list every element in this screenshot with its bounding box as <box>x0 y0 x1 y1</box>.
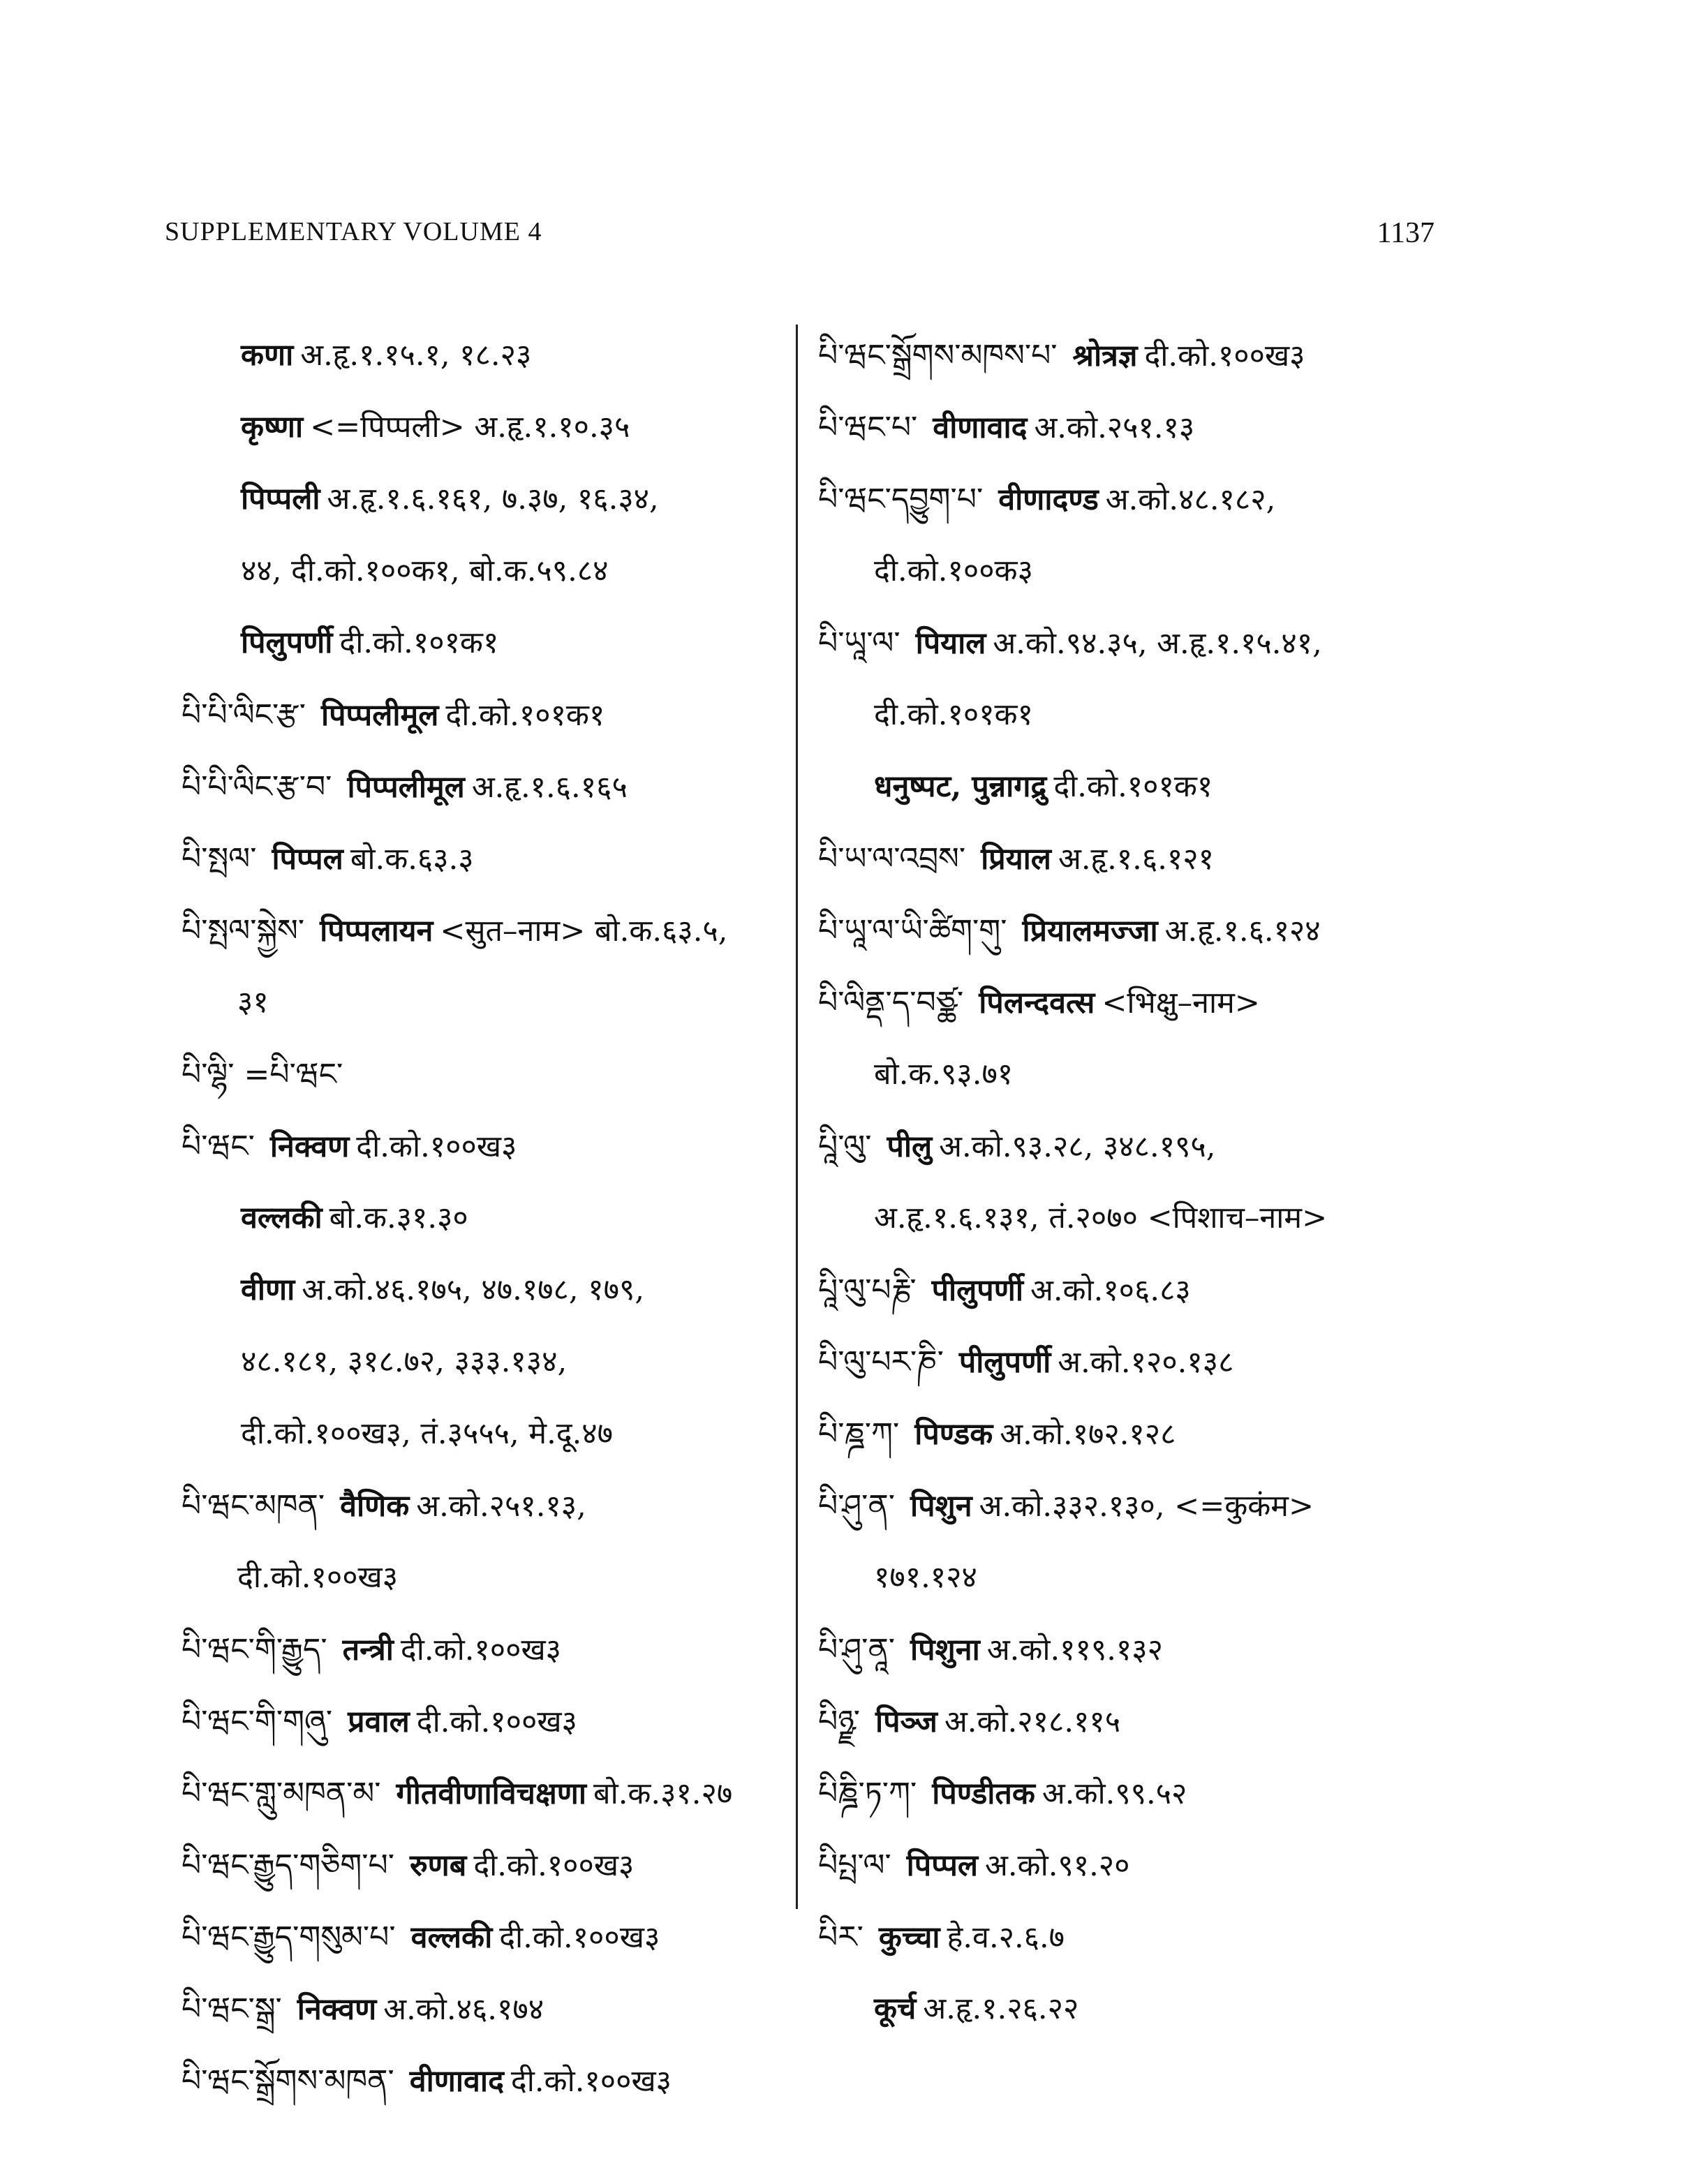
tibetan-headword: པི་ཝང་གླུ་མཁན་མ་ <box>181 1776 381 1811</box>
source-reference: बो.क.६३.३ <box>350 842 474 877</box>
tibetan-headword: པི་ཝང་གི་རྒྱུད་ <box>181 1632 327 1667</box>
source-reference: ४८.१८१, ३१८.७२, ३३३.१३४, <box>241 1344 568 1379</box>
dictionary-entry-line <box>181 1542 789 1614</box>
sanskrit-equivalent: गीतवीणाविचक्षणा <box>396 1776 587 1811</box>
sanskrit-equivalent: तन्त्री <box>342 1633 394 1667</box>
sanskrit-equivalent: पीलुपर्णी <box>931 1273 1023 1308</box>
source-reference: अ.को.९३.२८, ३४८.१९५, <box>939 1129 1216 1164</box>
dictionary-entry-line <box>181 463 789 535</box>
tibetan-headword: པཱི་ལུ་ <box>818 1129 872 1164</box>
dictionary-entry-line <box>818 1039 1446 1110</box>
dictionary-entry-line <box>181 895 789 967</box>
source-reference: दी.को.१००ख३, तं.३५५५, मे.दू.४७ <box>241 1416 613 1451</box>
sanskrit-equivalent: वीणावाद <box>409 2064 504 2099</box>
dictionary-entry-line <box>818 535 1446 607</box>
tibetan-headword: པི་སྤལ་སྐྱེས་ <box>181 913 305 949</box>
tibetan-headword: པི་ཤུ་ནཱ་ <box>818 1632 895 1667</box>
tibetan-headword: པི་པི་ལིང་རྩ་ <box>181 697 306 733</box>
dictionary-entry-line <box>818 1901 1446 1973</box>
source-reference: अ.को.१२०.१३८ <box>1058 1345 1234 1380</box>
sanskrit-equivalent: पिप्पल <box>906 1848 979 1883</box>
sanskrit-equivalent: पिशुना <box>910 1633 980 1667</box>
sanskrit-equivalent: कणा <box>241 338 294 373</box>
source-reference: अ.हृ.१.६.१६१, ७.३७, १६.३४, <box>327 482 659 517</box>
source-reference: अ.हृ.१.६.१३१, तं.२०७० <पिशाच–नाम> <box>874 1201 1328 1235</box>
source-reference: दी.को.१०१क१ <box>1053 769 1213 804</box>
source-reference: अ.हृ.१.६.१२४ <box>1164 914 1321 949</box>
source-reference: अ.को.११९.१३२ <box>986 1633 1163 1667</box>
sanskrit-equivalent: कुच्चा <box>878 1920 940 1955</box>
sanskrit-equivalent: श्रोत्रज्ञ <box>1072 339 1138 373</box>
source-reference: अ.को.४८.१८२, <box>1105 482 1276 517</box>
source-reference: हे.व.२.६.७ <box>947 1920 1065 1955</box>
sanskrit-equivalent: वल्लकी <box>410 1920 493 1955</box>
source-reference: ४४, दी.को.१००क१, बो.क.५९.८४ <box>241 554 609 588</box>
tibetan-headword: པི་པི་ལིང་རྩ་བ་ <box>181 769 332 805</box>
sanskrit-equivalent: पिप्पलायन <box>320 914 433 949</box>
sanskrit-equivalent: वैणिक <box>340 1489 410 1524</box>
source-reference: दी.को.१००ख३ <box>416 1704 577 1739</box>
dictionary-entry-line <box>818 1614 1446 1686</box>
sanskrit-equivalent: पिञ्ज <box>875 1704 937 1739</box>
source-reference: अ.को.२५१.१३ <box>1034 410 1195 445</box>
source-reference: दी.को.१००ख३ <box>237 1560 399 1595</box>
dictionary-entry-line <box>818 1254 1446 1326</box>
source-reference: अ.को.९४.३५, अ.हृ.१.१५.४१, <box>993 626 1322 661</box>
sanskrit-equivalent: वीणादण्ड <box>998 482 1099 517</box>
dictionary-entry-line <box>818 1686 1446 1758</box>
dictionary-entry-line <box>181 607 789 679</box>
sanskrit-equivalent: पिण्डक <box>914 1417 993 1452</box>
dictionary-entry-line <box>181 1182 789 1254</box>
tibetan-headword: པི་ལིནྡ་ད་བཙྪ་ <box>818 985 964 1020</box>
source-reference: अ.को.९१.२० <box>985 1848 1130 1883</box>
dictionary-entry-line <box>181 1901 789 1973</box>
source-reference: दी.को.१००क३ <box>874 554 1033 588</box>
source-reference: अ.को.२५१.१३, <box>416 1489 586 1524</box>
source-reference: बो.क.३१.२७ <box>593 1776 733 1811</box>
source-reference: अ.हृ.१.१५.१, १८.२३ <box>300 338 532 373</box>
dictionary-entry-line <box>181 1110 789 1182</box>
dictionary-entry-line <box>181 1398 789 1470</box>
tibetan-headword: པི་སྤལ་ <box>181 841 257 877</box>
tibetan-headword: པི་ཡཱ་ལ་ <box>818 625 900 661</box>
source-reference: दी.को.१००ख३ <box>356 1129 517 1164</box>
page-number: 1137 <box>1377 217 1435 249</box>
dictionary-entry-line <box>818 320 1446 392</box>
source-reference: <सुत–नाम> बो.क.६३.५, <box>440 914 728 949</box>
sanskrit-equivalent: धनुष्पट, पुन्नागद्रु <box>874 769 1047 804</box>
tibetan-headword: པི་ཝང་རྒྱུད་གསུམ་པ་ <box>181 1919 396 1955</box>
tibetan-headword: པི་ཝང་པ་ <box>818 410 918 445</box>
source-reference: अ.को.४६.१७४ <box>383 1992 544 2027</box>
column-divider <box>796 325 798 1909</box>
dictionary-entry-line <box>818 1829 1446 1901</box>
dictionary-entry-line <box>181 1254 789 1326</box>
source-reference: दी.को.१०१क१ <box>339 625 499 660</box>
source-reference: बो.क.३१.३० <box>329 1201 468 1235</box>
dictionary-entry-line <box>181 1614 789 1686</box>
tibetan-headword: པི་ཝང་སྒྲོགས་མཁས་པ་ <box>818 338 1058 373</box>
sanskrit-equivalent: पीलु <box>887 1129 933 1164</box>
dictionary-entry-line <box>818 1542 1446 1614</box>
tibetan-headword: པི་ཝང་ <box>181 1129 255 1164</box>
sanskrit-equivalent: प्रवाल <box>348 1704 410 1739</box>
dictionary-entry-line <box>181 1973 789 2045</box>
tibetan-headword: པིཎྜི་ཏ་ཀ་ <box>818 1776 917 1811</box>
dictionary-entry-line <box>818 1110 1446 1182</box>
source-reference: दी.को.१०१क१ <box>445 698 605 733</box>
dictionary-entry-line <box>181 535 789 607</box>
source-reference: अ.को.१०६.८३ <box>1030 1273 1191 1308</box>
running-header: SUPPLEMENTARY VOLUME 4 <box>165 217 542 246</box>
tibetan-headword: པི་ཝང་སྒྲོགས་མཁན་ <box>181 2063 394 2099</box>
dictionary-entry-line <box>181 751 789 823</box>
source-reference: दी.को.१००ख३ <box>510 2064 672 2099</box>
tibetan-headword: པི་ཡཱ་ལ་ཡི་ཚིག་གུ་ <box>818 913 1007 949</box>
tibetan-headword: པི་ཝང་དབྱུག་པ་ <box>818 482 984 517</box>
source-reference: दी.को.१००ख३ <box>1144 339 1305 373</box>
sanskrit-equivalent: पियाल <box>915 626 986 661</box>
right-column <box>818 320 1446 2045</box>
source-reference: दी.को.१००ख३ <box>473 1848 635 1883</box>
tibetan-headword: པི་ཎྜ་ཀ་ <box>818 1416 900 1452</box>
tibetan-headword: པི་ཡ་ལ་འབྲས་ <box>818 841 966 877</box>
dictionary-entry-line <box>181 1758 789 1829</box>
source-reference: अ.को.४६.१७५, ४७.१७८, १७९, <box>302 1272 644 1307</box>
source-reference: दी.को.१०१क१ <box>874 697 1033 732</box>
source-reference: <भिक्षु–नाम> <box>1102 986 1260 1020</box>
dictionary-entry-line <box>181 823 789 895</box>
sanskrit-equivalent: पीलुपर्णी <box>958 1345 1051 1380</box>
tibetan-headword: པི་ལྷི་ =པི་ཝང་ <box>181 1057 343 1092</box>
sanskrit-equivalent: पिण्डीतक <box>932 1776 1035 1811</box>
sanskrit-equivalent: रुणब <box>409 1848 467 1883</box>
source-reference: दी.को.१००ख३ <box>499 1920 660 1955</box>
source-reference: अ.को.९९.५२ <box>1042 1776 1187 1811</box>
sanskrit-equivalent: पिलुपर्णी <box>241 625 333 660</box>
tibetan-headword: པིཔྤ་ལ་ <box>818 1848 891 1883</box>
sanskrit-equivalent: निक्वण <box>297 1992 377 2027</box>
dictionary-entry-line <box>818 1973 1446 2045</box>
source-reference: १७१.१२४ <box>874 1560 977 1595</box>
sanskrit-equivalent: पिलन्दवत्स <box>979 986 1095 1020</box>
dictionary-entry-line <box>818 607 1446 679</box>
sanskrit-equivalent: वीणा <box>241 1272 295 1307</box>
sanskrit-equivalent: प्रियालमज्जा <box>1022 914 1158 949</box>
left-column <box>181 320 789 2117</box>
tibetan-headword: པིར་ <box>818 1919 863 1955</box>
source-reference: अ.को.२१८.११५ <box>944 1704 1121 1739</box>
source-reference: अ.को.३३२.१३०, <=कुकंम> <box>979 1489 1314 1524</box>
sanskrit-equivalent: कूर्च <box>874 1991 917 2026</box>
dictionary-entry-line <box>818 1470 1446 1542</box>
sanskrit-equivalent: वीणावाद <box>933 410 1028 445</box>
sanskrit-equivalent: पिप्पली <box>241 482 320 517</box>
tibetan-headword: པི་ཝང་གི་གཞུ་ <box>181 1704 333 1739</box>
source-reference: अ.को.१७२.१२८ <box>1000 1417 1176 1452</box>
dictionary-entry-line <box>818 679 1446 751</box>
dictionary-entry-line <box>818 751 1446 823</box>
source-reference: अ.हृ.१.२६.२२ <box>923 1991 1079 2026</box>
dictionary-entry-line <box>818 895 1446 967</box>
tibetan-headword: པིཉྫ་ <box>818 1704 860 1739</box>
dictionary-entry-line <box>818 1398 1446 1470</box>
tibetan-headword: པི་ཝང་རྒྱུད་གཅིག་པ་ <box>181 1848 394 1883</box>
sanskrit-equivalent: निक्वण <box>269 1129 350 1164</box>
source-reference: ३१ <box>237 985 269 1020</box>
tibetan-headword: པཱི་ལུ་པརྞི་ <box>818 1272 917 1308</box>
tibetan-headword: པི་ལུ་པར་ཎི་ <box>818 1344 944 1380</box>
source-reference: बो.क.९३.७१ <box>874 1057 1014 1092</box>
dictionary-entry-line <box>181 2045 789 2117</box>
source-reference: अ.हृ.१.६.१२१ <box>1058 842 1214 877</box>
dictionary-entry-line <box>181 320 789 392</box>
dictionary-entry-line <box>818 1182 1446 1254</box>
sanskrit-equivalent: पिप्पलीमूल <box>347 770 465 805</box>
dictionary-entry-line <box>181 967 789 1039</box>
sanskrit-equivalent: प्रियाल <box>981 842 1051 877</box>
dictionary-entry-line <box>818 967 1446 1039</box>
dictionary-entry-line <box>181 679 789 751</box>
sanskrit-equivalent: कृष्णा <box>241 410 304 445</box>
dictionary-entry-line <box>181 1470 789 1542</box>
dictionary-entry-line <box>818 1326 1446 1398</box>
tibetan-headword: པི་ཝང་མཁན་ <box>181 1488 325 1524</box>
source-reference: अ.हृ.१.६.१६५ <box>471 770 628 805</box>
source-reference: <=पिप्पली> अ.हृ.१.१०.३५ <box>310 410 630 445</box>
dictionary-entry-line <box>818 1758 1446 1829</box>
dictionary-entry-line <box>818 463 1446 535</box>
dictionary-entry-line <box>181 1686 789 1758</box>
dictionary-entry-line <box>181 392 789 463</box>
dictionary-entry-line <box>818 392 1446 463</box>
sanskrit-equivalent: पिप्पल <box>272 842 343 877</box>
dictionary-entry-line <box>818 823 1446 895</box>
dictionary-entry-line <box>181 1326 789 1398</box>
dictionary-entry-line <box>181 1039 789 1110</box>
sanskrit-equivalent: पिशुन <box>910 1489 972 1524</box>
tibetan-headword: པི་ཝང་སྒྲ་ <box>181 1991 282 2027</box>
sanskrit-equivalent: वल्लकी <box>241 1201 323 1235</box>
dictionary-entry-line <box>181 1829 789 1901</box>
sanskrit-equivalent: पिप्पलीमूल <box>320 698 439 733</box>
source-reference: दी.को.१००ख३ <box>400 1633 562 1667</box>
tibetan-headword: པི་ཤུ་ན་ <box>818 1488 895 1524</box>
